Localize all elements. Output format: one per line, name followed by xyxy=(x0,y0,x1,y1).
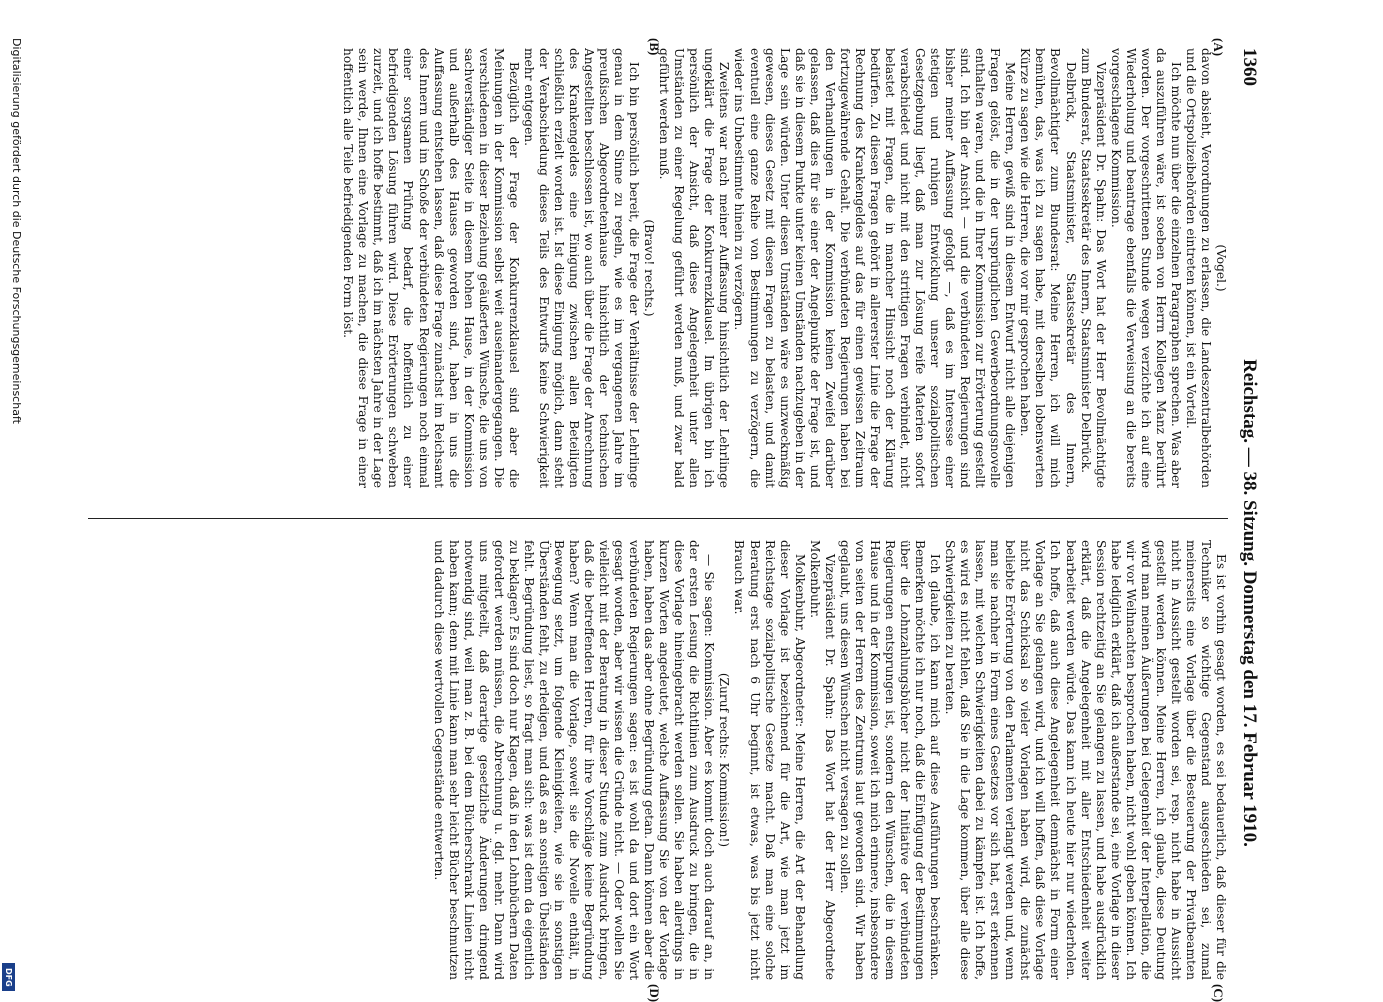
rotated-page xyxy=(82,40,1262,1000)
dfg-logo: DFG xyxy=(2,963,15,991)
paragraph: Meine Herren, gewiß sind in diesem Entwurf nicht alle diejenigen Fragen gelöst, die in der ursprünglichen Gewerbeordnungsnovelle enthalten waren, und die in Ihrer Kommission zur Erörterung gestellt sind. Ich bin der Ansicht — und die verbündeten Regierungen sind bisher meiner Auffassung gefolgt —, daß es im Interesse einer stetigen und ruhigen Entwicklung unserer sozialpolitischen Gesetzgebung liegt, daß man zur Lösung reife Materien sofort verabschiedet und nicht mit den strittigen Fragen verbindet, nicht belastet mit Fragen, die in mancher Hinsicht noch der Klärung bedürfen. Zu diesen Fragen gehört in allererster Linie die Frage der Rechnung des Krankengeldes auf das für einen gewissen Zeitraum fortzugewährende Gehalt. Die verbündeten Regierungen haben bei den Verhandlungen in der Kommission keinen Zweifel darüber gelassen, daß dies für sie einer der Angelpunkte der Frage ist, und daß sie in diesem Punkte unter keinen Umständen nachzugeben in der Lage sein würden. Unter diesen Umständen wäre es unzweckmäßig gewesen, dieses Gesetz mit diesen Fragen zu belasten, und damit eventuell eine ganze Reihe von Bestimmungen zu verzögern, die wieder ins Unbestimmte hinein zu verzögern. xyxy=(732,48,1018,488)
column-divider xyxy=(88,518,1228,519)
paragraph: Vizepräsident Dr. Spahn: Das Wort hat der Herr Abgeordnete Molkenbuhr. xyxy=(807,540,837,980)
running-title: Reichstag. — 38. Sitzung. Donnerstag den 17. Februar 1910. xyxy=(1239,359,1260,847)
paragraph: Vizepräsident Dr. Spahn: Das Wort hat der Herr Bevollmächtigte zum Bundesrat, Staatssekretär des Innern, Staatsminister Delbrück. xyxy=(1078,48,1108,488)
interjection: (Bravo! rechts.) xyxy=(642,219,657,317)
paragraph: Zweitens war nach meiner Auffassung hinsichtlich der Lehrlinge ungeklärt die Frage der Konkurrenzklausel. Im übrigen bin ich persönlich der Ansicht, daß diese Angelegenheit unter allen Umständen zu einer Regelung geführt werden muß, und zwar bald geführt werden muß. xyxy=(657,48,732,488)
paragraph: Molkenbuhr, Abgeordneter: Meine Herren, die Art der Behandlung dieser Vorlage ist bezeichnend für die Art, wie man jetzt im Reichstage sozialpolitische Gesetze macht. Daß man eine solche Beratung erst nach 6 Uhr beginnt, ist etwas, was bis jetzt nicht Brauch war. xyxy=(732,540,807,980)
speaker-tag: (Vogel.) xyxy=(1214,244,1228,292)
paragraph: Ich möchte nun über die einzelnen Paragraphen sprechen. Was aber da auszuführen wäre, ist soeben von Herrn Kollegen Manz berührt worden. Der vorgeschrittenen Stunde wegen verzichte ich auf eine Wiederholung und beantrage ebenfalls die Verweisung an die bereits vorgeschlagene Kommission. xyxy=(1108,48,1183,488)
digitization-note: Digitalisierung gefördert durch die Deutsche Forschungsgemeinschaft xyxy=(10,38,23,424)
interjection: (Zuruf rechts: Kommission!) xyxy=(717,672,732,848)
digitization-strip xyxy=(0,0,23,1000)
paragraph: Bezüglich der Frage der Konkurrenzklausel sind aber die Meinungen in der Kommission selbst weit auseinandergegangen. Die verschiedenen in dieser Beziehung geäußerten Wünsche, die uns von sachverständiger Seite in diesem hohen Hause, in der Kommission und außerhalb des Hauses geworden sind, haben in uns die Auffassung entstehen lassen, daß diese Frage zunächst im Reichsamt des Innern und im Schoße der verbündeten Regierungen noch einmal einer sorgsamen Prüfung bedarf, die hoffentlich zu einer befriedigenden Lösung führen wird. Diese Erörterungen schweben zurzeit, und ich hoffe bestimmt, daß ich im nächsten Jahre in der Lage sein werde, Ihnen eine Vorlage zu machen, die diese Frage in einer hoffentlich alle Teile befriedigenden Form löst. xyxy=(341,48,521,488)
paragraph: Es ist vorhin gesagt worden, es sei bedauerlich, daß dieser für die Techniker so wichtige Gegenstand ausgeschieden sei, zumal meinerseits eine Vorlage über die Besteuerung der Privatbeamten nicht in Aussicht gestellt worden sei, resp. nicht habe in Aussicht gestellt werden können. Meine Herren, ich glaube, diese Deutung wird man meinen Äußerungen bei Gelegenheit der Interpellation, die wir vor Weihnachten besprochen haben, nicht wohl geben können. Ich habe lediglich erklärt, daß ich außerstande sei, eine Vorlage in dieser Session rechtzeitig an Sie gelangen zu lassen, und habe ausdrücklich erklärt, daß die Angelegenheit mit aller Entschiedenheit weiter bearbeitet werden würde. Das kann ich heute hier nur wiederholen. Ich hoffe, daß auch diese Angelegenheit demnächst in Form einer Vorlage an Sie gelangen wird, und ich will hoffen, daß diese Vorlage nicht das Schicksal so vieler Vorlagen haben wird, die zunächst beliebte Erörterung von den Parlamenten verlangt werden und, wenn man sie nachher in Form eines Gesetzes vor sich hat, erst erkennen lassen, mit welchen Schwierigkeiten dabei zu kämpfen ist. Ich hoffe, es wird es nicht fehlen, daß Sie in die Lage kommen, über alle diese Schwierigkeiten zu beraten. xyxy=(943,540,1228,980)
margin-mark-a: (A) xyxy=(1211,38,1226,57)
page-header xyxy=(1232,48,1262,988)
page-number: 1360 xyxy=(1239,48,1260,86)
paragraph: Ich glaube, ich kann mich auf diese Ausführungen beschränken. Bemerken möchte ich nur noch, daß die Einfügung der Bestimmungen über die Lohnzahlungsbücher nicht der Initiative der verbündeten Regierungen entsprungen ist, sondern den Wünschen, die in diesem Hause und in der Kommission, soweit ich mich erinnere, insbesondere von seiten der Herren des Zentrums laut geworden sind. Wir haben geglaubt, uns diesen Wünschen nicht versagen zu sollen. xyxy=(837,540,943,980)
paragraph: Delbrück, Staatsminister, Staatssekretär des Innern, Bevollmächtigter zum Bundesrat: Meine Herren, ich will mich bemühen, das, was ich zu sagen habe, mit derselben lobenswerten Kürze zu sagen wie die Herren, die vor mir gesprochen haben. xyxy=(1018,48,1078,488)
paragraph: davon absieht, Verordnungen zu erlassen, die Landeszentralbehörden und die Ortspolizeibehörden eintreten können, ist ein Vorteil. xyxy=(1183,48,1213,488)
column-right xyxy=(88,540,1228,980)
paragraph: Ich bin persönlich bereit, die Frage der Verhältnisse der Lehrlinge genau in dem Sinne zu regeln, wie es im vergangenen Jahre im preußischen Abgeordnetenhause hinsichtlich der technischen Angestellten beschlossen ist, wo auch über die Frage der Anrechnung des Krankengeldes eine Einigung zwischen allen Beteiligten schließlich erzielt worden ist. Ist diese Einigung möglich, dann steht der Verabschiedung dieses Teils des Entwurfs keine Schwierigkeit mehr entgegen. xyxy=(521,48,642,488)
margin-mark-c: (C) xyxy=(1211,984,1226,1002)
margin-mark-d: (D) xyxy=(647,984,662,1002)
margin-mark-b: (B) xyxy=(647,38,662,56)
column-left xyxy=(88,48,1228,488)
paragraph: — Sie sagen: Kommission. Aber es kommt doch auch darauf an, in der ersten Lesung die Richtlinien zum Ausdruck zu bringen, die in diese Vorlage hineingebracht werden sollen. Sie haben allerdings in kurzen Worten angedeutet, welche Auffassung Sie von der Vorlage haben, haben das aber ohne Begründung getan. Dann können aber die verbündeten Regierungen sagen: es ist wohl da und dort ein Wort gesagt worden, aber wir wissen die Gründe nicht. — Oder wollen Sie vielleicht mit der Beratung in dieser Stunde zum Ausdruck bringen, daß die betreffenden Herren, für ihre Vorschläge keine Begründung haben? Wenn man die Vorlage, soweit sie die Novelle enthält, in Bewegung setzt, um folgende Kleinigkeiten, wie sie in sonstigen Überständen fehlt, zu erledigen, und daß es an sonstigen Übelständen fehlt. Begründung liest, so fragt man sich: was ist denn da eigentlich zu beklagen? Es sind doch nur Klagen, daß in den Lohnbüchern Daten gefordert werden müssen, die Abrechnung u. dgl. mehr. Dann wird uns mitgeteilt, daß derartige gesetzliche Änderungen dringend notwendig sind, weil man z. B. bei dem Bücherschrank Linien nicht haben kann; denn mit Linie kann man sehr leicht Bücher beschmutzen und dadurch diese wertvollen Gegenstände entwerten. xyxy=(431,540,717,980)
